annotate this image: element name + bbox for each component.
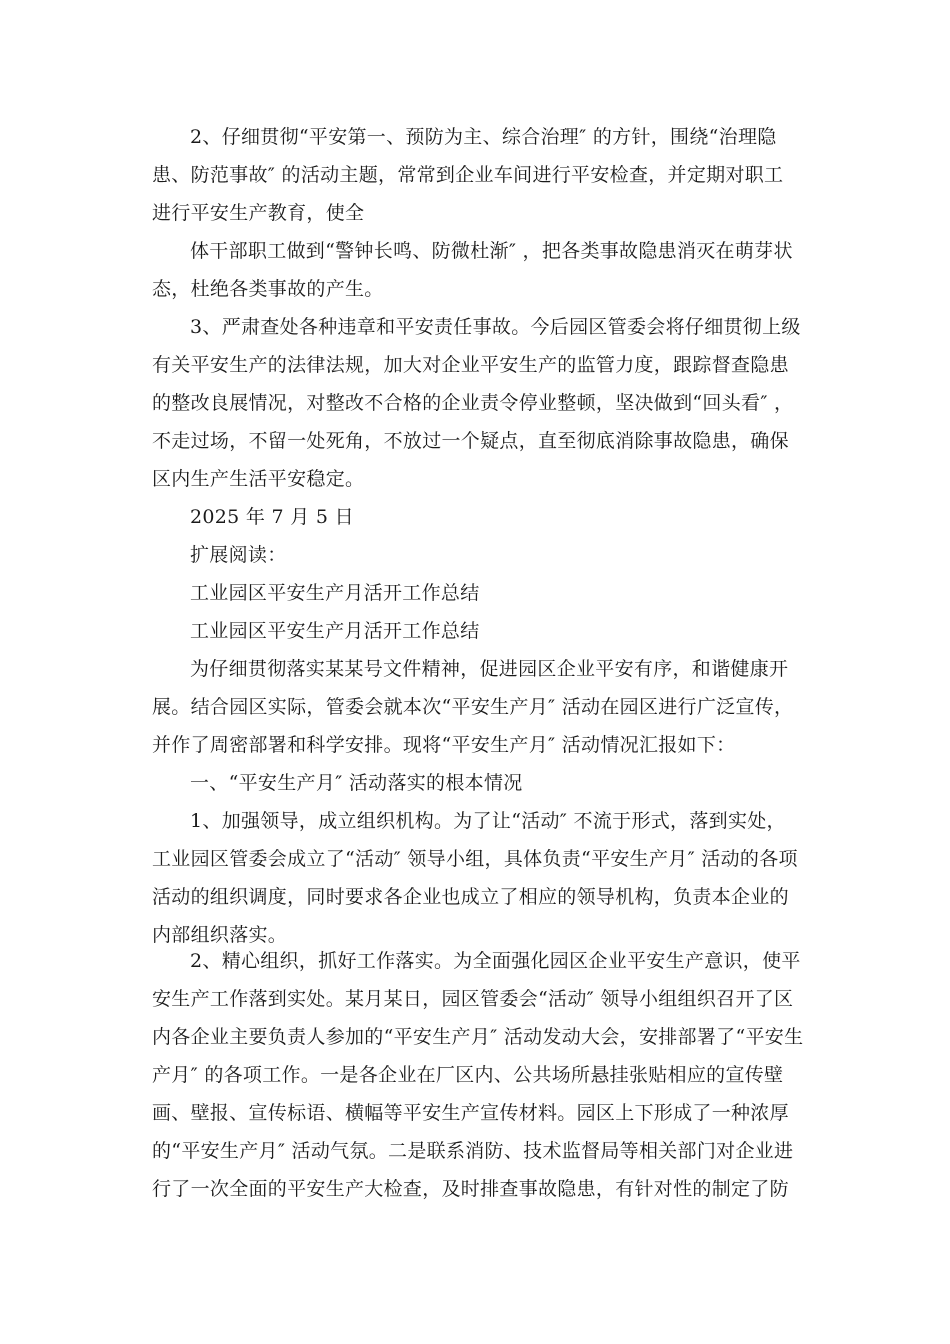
text-line: 产月″ 的各项工作。一是各企业在厂区内、公共场所悬挂张贴相应的宣传壁: [152, 1064, 784, 1086]
text-line: 工业园区平安生产月活开工作总结: [190, 582, 480, 604]
text-line: 2、仔细贯彻“平安第一、预防为主、综合治理″ 的方针，围绕“治理隐: [190, 126, 777, 148]
section-heading-1: [152, 764, 802, 802]
text-line: 的“平安生产月″ 活动气氛。二是联系消防、技术监督局等相关部门对企业进: [152, 1140, 794, 1162]
text-line: 安生产工作落到实处。某月某日，园区管委会“活动″ 领导小组组织召开了区: [152, 988, 794, 1010]
text-line: 行了一次全面的平安生产大检查，及时排查事故隐患，有针对性的制定了防: [152, 1178, 789, 1200]
text-line: 并作了周密部署和科学安排。现将“平安生产月″ 活动情况汇报如下：: [152, 734, 736, 756]
text-line: 的整改良展情况，对整改不合格的企业责令停业整顿，坚决做到“回头看″ ，: [152, 392, 794, 414]
text-line: 内各企业主要负责人参加的“平安生产月″ 活动发动大会，安排部署了“平安生: [152, 1026, 804, 1048]
text-line: 3、严肃查处各种违章和平安责任事故。今后园区管委会将仔细贯彻上级: [190, 316, 801, 338]
paragraph-intro: [152, 650, 802, 764]
text-line: 进行平安生产教育，使全: [152, 202, 365, 224]
text-line: 画、壁报、宣传标语、横幅等平安生产宣传材料。园区上下形成了一种浓厚: [152, 1102, 789, 1124]
text-line: 患、防范事故″ 的活动主题，常常到企业车间进行平安检查，并定期对职工: [152, 164, 784, 186]
article-title-2: [152, 612, 802, 650]
text-line: 一、“平安生产月″ 活动落实的根本情况: [190, 772, 523, 794]
extended-reading-label: [152, 536, 802, 574]
paragraph-safety-principle: [152, 118, 802, 232]
text-line: 活动的组织调度，同时要求各企业也成立了相应的领导机构，负责本企业的: [152, 886, 789, 908]
article-title-1: [152, 574, 802, 612]
paragraph-organization: [152, 942, 802, 1208]
document-date: 2025 年 7 月 5 日: [190, 506, 354, 528]
text-line: 展。结合园区实际，管委会就本次“平安生产月″ 活动在园区进行广泛宣传，: [152, 696, 794, 718]
paragraph-leadership: [152, 802, 802, 954]
text-line: 不走过场，不留一处死角，不放过一个疑点，直至彻底消除事故隐患，确保: [152, 430, 789, 452]
text-line: 工业园区平安生产月活开工作总结: [190, 620, 480, 642]
text-line: 为仔细贯彻落实某某号文件精神，促进园区企业平安有序，和谐健康开: [190, 658, 789, 680]
paragraph-investigate-violations: [152, 308, 802, 498]
text-line: 扩展阅读：: [190, 544, 287, 566]
text-line: 区内生产生活平安稳定。: [152, 468, 365, 490]
text-line: 工业园区管委会成立了“活动″ 领导小组，具体负责“平安生产月″ 活动的各项: [152, 848, 798, 870]
text-line: 态，杜绝各类事故的产生。: [152, 278, 384, 300]
text-line: 2、精心组织，抓好工作落实。为全面强化园区企业平安生产意识，使平: [190, 950, 801, 972]
text-line: 内部组织落实。: [152, 924, 288, 946]
text-line: 有关平安生产的法律法规，加大对企业平安生产的监管力度，跟踪督查隐患: [152, 354, 789, 376]
text-line: 体干部职工做到“警钟长鸣、防微杜渐″ ，把各类事故隐患消灭在萌芽状: [190, 240, 793, 262]
paragraph-cadre-awareness: [152, 232, 802, 308]
text-line: 1、加强领导，成立组织机构。为了让“活动″ 不流于形式，落到实处，: [190, 810, 786, 832]
date-line: [152, 498, 802, 536]
